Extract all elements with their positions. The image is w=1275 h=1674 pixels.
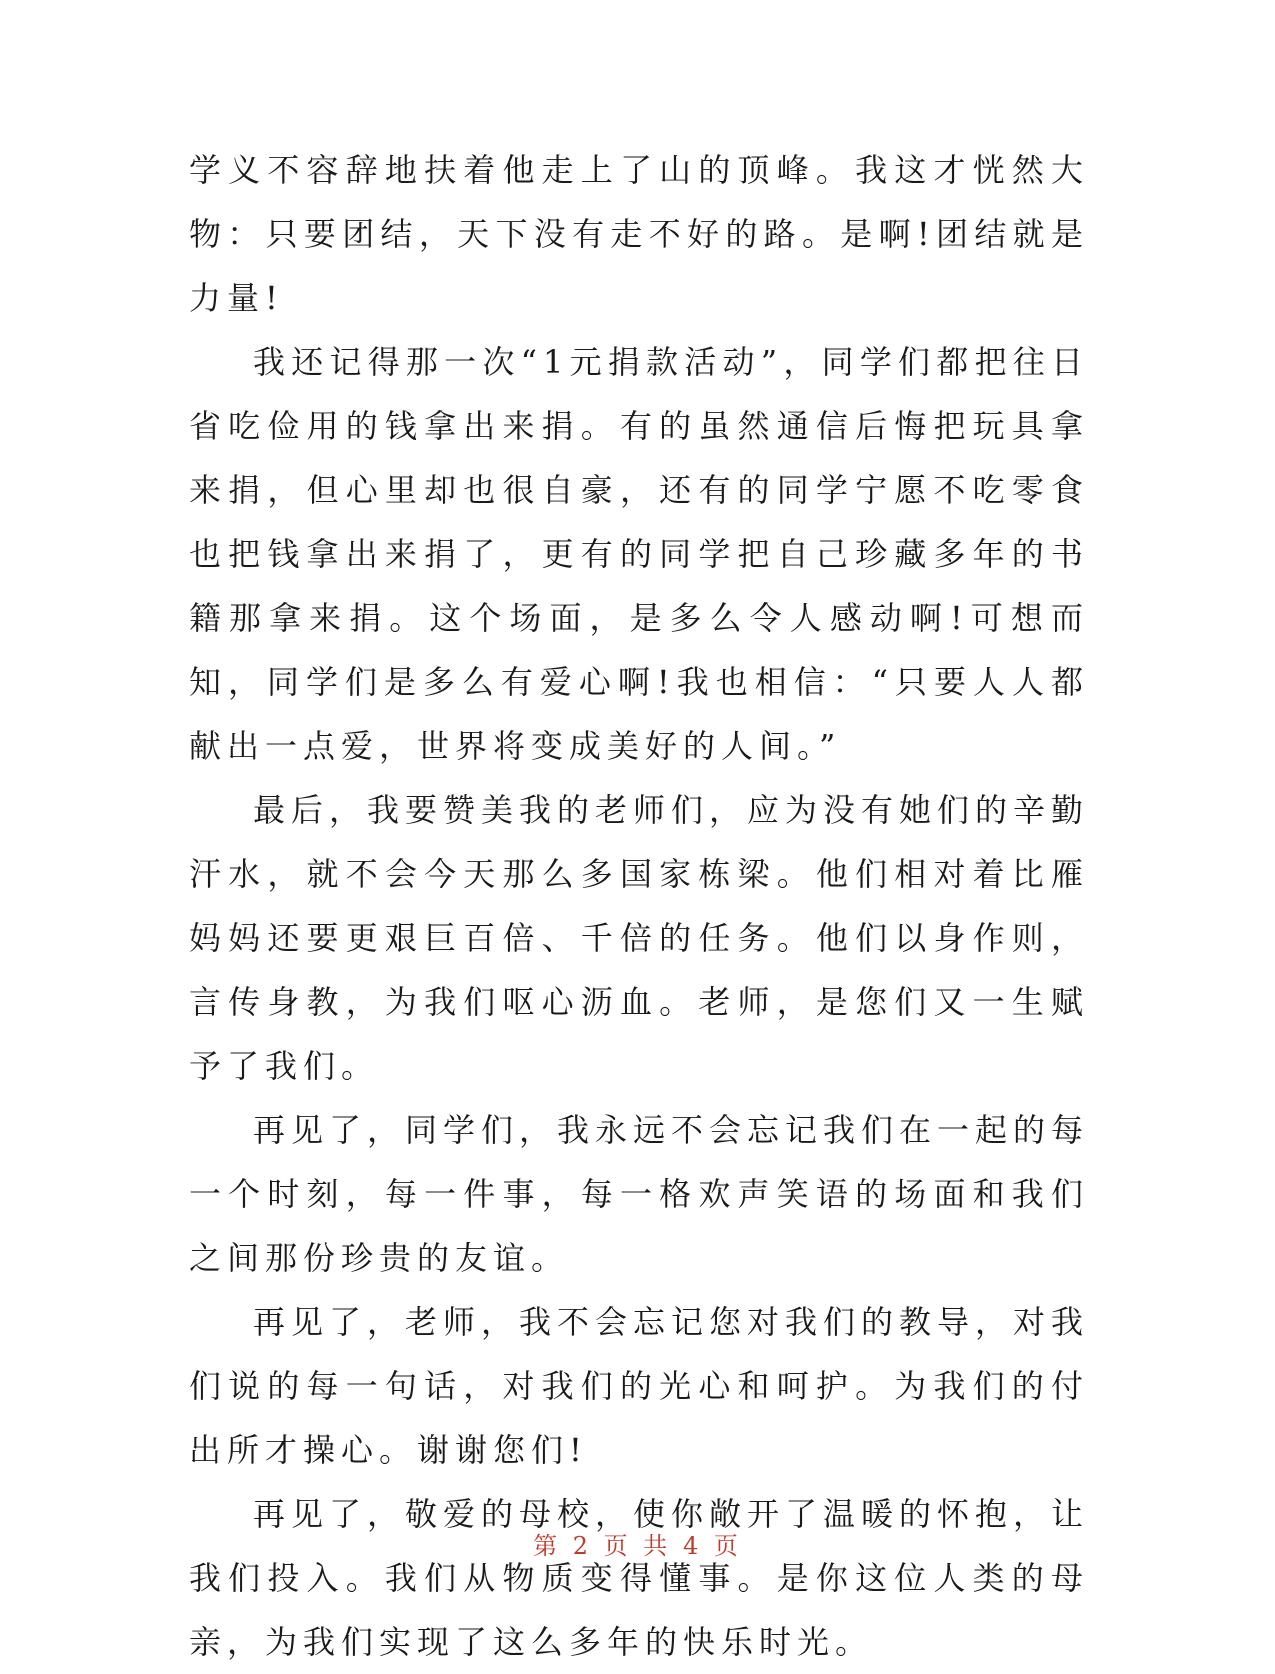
paragraph-3: 最后，我要赞美我的老师们，应为没有她们的辛勤汗水，就不会今天那么多国家栋梁。他们相对着比雁妈妈还要更艰巨百倍、千倍的任务。他们以身作则，言传身教，为我们呕心沥血。老师，是您们又一生赋予了我们。 bbox=[189, 791, 1090, 1085]
paragraph-5: 再见了，老师，我不会忘记您对我们的教导，对我们说的每一句话，对我们的光心和呵护。为我们的付出所才操心。谢谢您们! bbox=[189, 1303, 1090, 1469]
paragraph-6: 再见了，敬爱的母校，使你敞开了温暖的怀抱，让我们投入。我们从物质变得懂事。是你这位人类的母亲，为我们实现了这么多年的快乐时光。 bbox=[189, 1495, 1090, 1661]
page-number-footer: 第 2 页 共 4 页 bbox=[533, 1532, 742, 1560]
paragraph-1: 学义不容辞地扶着他走上了山的顶峰。我这才恍然大物：只要团结，天下没有走不好的路。是啊!团结就是力量! bbox=[189, 151, 1089, 317]
document-body bbox=[189, 138, 1089, 1674]
paragraph-2: 我还记得那一次“1元捐款活动”，同学们都把往日省吃俭用的钱拿出来捐。有的虽然通信后悔把玩具拿来捐，但心里却也很自豪，还有的同学宁愿不吃零食也把钱拿出来捐了，更有的同学把自己珍藏多年的书籍那拿来捐。这个场面，是多么令人感动啊!可想而知，同学们是多么有爱心啊!我也相信：“只要人人都献出一点爱，世界将变成美好的人间。” bbox=[189, 343, 1089, 765]
paragraph-4: 再见了，同学们，我永远不会忘记我们在一起的每一个时刻，每一件事，每一格欢声笑语的场面和我们之间那份珍贵的友谊。 bbox=[189, 1111, 1090, 1277]
